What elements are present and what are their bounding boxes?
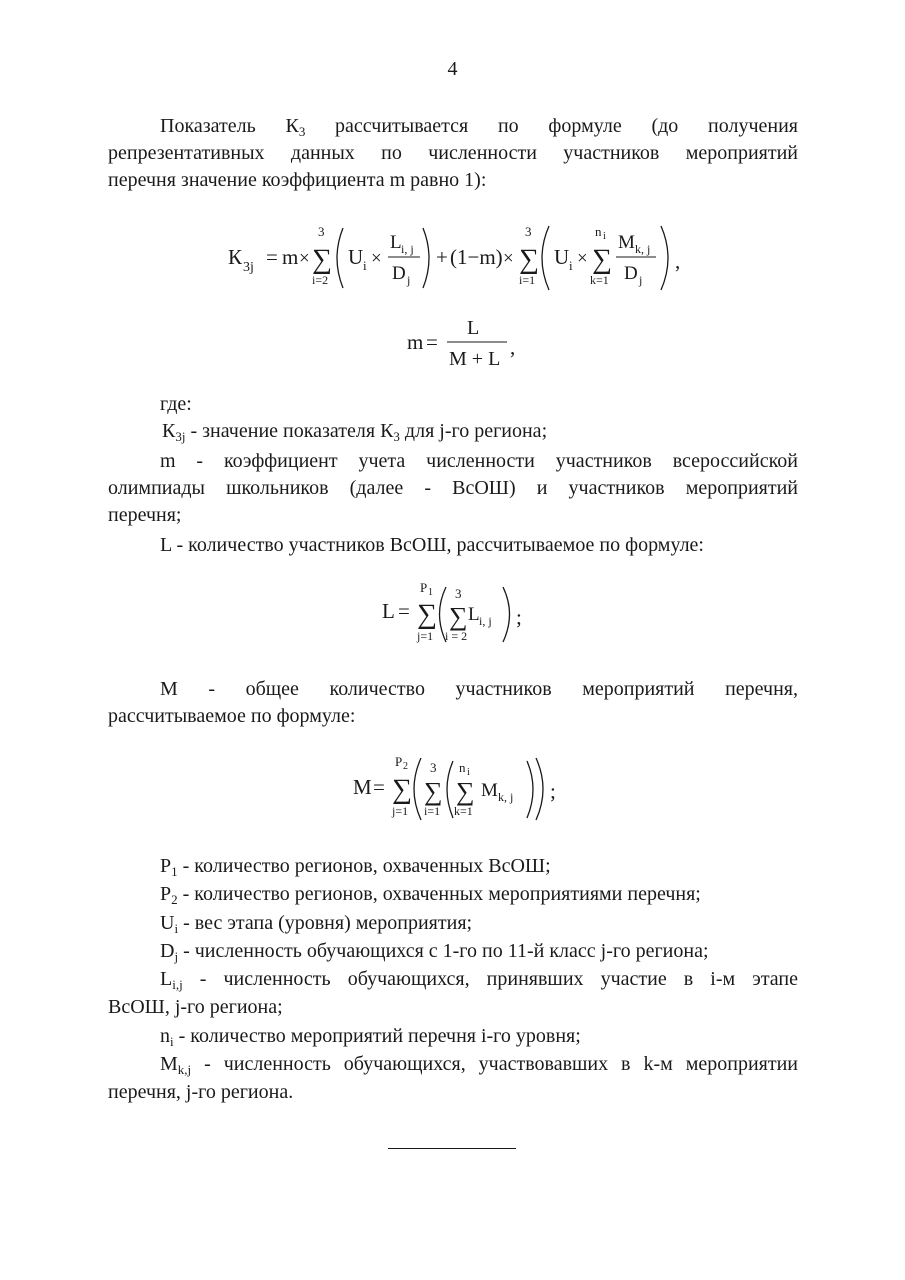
k3j-sum3-bottom: k=1 <box>590 273 609 287</box>
k3j-sum3-top-sub: i <box>603 231 606 242</box>
k3j-sigma-3: ∑ <box>592 244 612 275</box>
k3j-plus: + <box>436 245 448 269</box>
m-num: L <box>467 317 480 339</box>
p2-a: P <box>160 883 172 906</box>
intro-line-1 <box>108 113 798 140</box>
legend-mkj <box>108 1050 798 1078</box>
M-outer-top-sub: 2 <box>403 761 408 772</box>
mkj-a: M <box>160 1053 178 1076</box>
k3j-one-minus-m: (1−m) <box>450 245 503 269</box>
k3j-def-c: для j-го региона; <box>399 420 548 442</box>
intro-line-2: репрезентативных данных по численности участников мероприятий <box>108 142 798 164</box>
legend-block <box>108 852 798 1107</box>
k3j-times-3: × <box>503 248 514 269</box>
M-eq: = <box>373 775 385 799</box>
formula-k3j <box>228 218 688 298</box>
l-sigma-outer: ∑ <box>417 599 437 630</box>
lij-a: L <box>160 968 173 991</box>
k3j-def-a: К <box>162 420 176 442</box>
M-term-sub: k, j <box>498 790 514 804</box>
M-sigma-outer: ∑ <box>392 774 412 805</box>
k3j-sigma-2: ∑ <box>519 244 539 275</box>
lij-b: - численность обучающихся, принявших участие в i-м этапе <box>182 968 798 991</box>
k3j-sum1-bottom: i=2 <box>312 273 329 287</box>
p2-b: - количество регионов, охваченных мероприятиями перечня; <box>177 883 701 906</box>
mkj-sub: k,j <box>177 1062 192 1078</box>
M-paren-close-2 <box>527 761 533 818</box>
legend-p2 <box>108 880 798 908</box>
lij-sub: i,j <box>172 977 183 993</box>
intro-text-b: рассчитывается по формуле (до получения <box>305 115 798 137</box>
dj-a: D <box>160 939 175 962</box>
M-lhs: M <box>353 775 372 799</box>
m-total-definition <box>108 676 798 730</box>
k3j-sum2-top: 3 <box>525 224 532 239</box>
M-term: M <box>481 780 498 801</box>
M-trail: ; <box>550 779 556 803</box>
k3j-times-4: × <box>577 248 588 269</box>
k3j-frac1-den: D <box>392 263 406 284</box>
intro-sub: 3 <box>298 124 306 139</box>
where-label: где: <box>160 393 192 415</box>
l-term: L <box>468 604 480 625</box>
l-term-sub: i, j <box>479 614 492 628</box>
M-outer-top: P <box>395 754 403 769</box>
M-mid-bottom: i=1 <box>424 804 441 818</box>
k3j-times-2: × <box>371 248 382 269</box>
l-trail: ; <box>516 605 522 629</box>
formula-M <box>353 752 563 826</box>
k3j-frac2-den: D <box>624 263 638 284</box>
k3j-sigma-1: ∑ <box>312 244 332 275</box>
m-eq: = <box>426 330 438 354</box>
k3j-m: m <box>282 245 299 269</box>
M-inner-top-sub: i <box>467 767 470 778</box>
l-sigma-inner: ∑ <box>449 602 468 631</box>
k3j-sum2-bottom: i=1 <box>519 273 536 287</box>
legend-lij <box>108 965 798 993</box>
ni-b: - количество мероприятий перечня i-го уровня; <box>173 1024 581 1047</box>
M-paren-close-1 <box>536 758 543 820</box>
p1-b: - количество регионов, охваченных ВсОШ; <box>177 855 551 877</box>
l-inner-bottom: i = 2 <box>445 629 468 643</box>
k3j-u-1: U <box>348 245 364 269</box>
k3j-frac1-den-sub: j <box>407 273 411 287</box>
k3j-u-sub-1: i <box>363 258 367 273</box>
p1-a: P <box>160 855 172 877</box>
l-paren-close <box>503 587 510 642</box>
legend-ui <box>108 909 798 937</box>
legend-mkj-line-2: перечня, j-го региона. <box>108 1081 294 1104</box>
k3j-lhs-sub: 3j <box>243 260 254 275</box>
l-inner-top: 3 <box>455 586 462 601</box>
p2-sub: 2 <box>171 892 178 908</box>
m-den: M + L <box>449 348 501 370</box>
m-total-line-1: М - общее количество участников мероприятий перечня, <box>160 678 798 700</box>
l-outer-bottom: j=1 <box>417 629 434 643</box>
l-definition: L - количество участников ВсОШ, рассчитываемое по формуле: <box>160 534 704 556</box>
formula-m <box>407 312 527 374</box>
legend-dj <box>108 937 798 965</box>
legend-lij-line-2: ВсОШ, j-го региона; <box>108 996 283 1019</box>
l-outer-top-sub: 1 <box>428 587 433 598</box>
k3j-paren-open-1 <box>337 228 343 288</box>
intro-paragraph <box>108 113 798 194</box>
l-eq: = <box>398 599 410 623</box>
l-lhs: L <box>382 599 395 623</box>
legend-p1 <box>108 852 798 880</box>
k3j-paren-close-2 <box>661 226 668 290</box>
k3j-paren-open-2 <box>542 226 549 290</box>
definitions-block <box>108 391 798 559</box>
p1-sub: 1 <box>171 864 178 879</box>
k3j-trail: , <box>675 249 681 273</box>
M-mid-top: 3 <box>430 760 437 775</box>
m-trail: , <box>510 335 516 359</box>
k3j-u-2: U <box>554 245 570 269</box>
M-sigma-inner: ∑ <box>456 777 475 806</box>
k3j-sum3-top: n <box>595 224 602 239</box>
k3j-def-sub2: 3 <box>393 429 400 444</box>
k3j-eq: = <box>266 245 278 269</box>
k3j-frac1-num-sub: i, j <box>401 242 414 256</box>
dj-b: - численность обучающихся с 1-го по 11-й класс j-го региона; <box>178 939 709 962</box>
M-paren-open-1 <box>414 758 421 820</box>
end-rule <box>388 1148 516 1149</box>
formula-l <box>382 580 532 648</box>
svg-text:К <box>228 245 243 269</box>
k3j-times-1: × <box>299 248 310 269</box>
k3j-def-sub: 3j <box>175 429 186 444</box>
legend-ni <box>108 1022 798 1050</box>
ni-a: n <box>160 1024 170 1047</box>
k3j-lhs: К <box>228 245 243 269</box>
M-inner-top: n <box>459 760 466 775</box>
ui-sub: i <box>174 920 179 936</box>
k3j-def-b: - значение показателя К <box>185 420 394 442</box>
m-def-line-2: олимпиады школьников (далее - ВсОШ) и участников мероприятий <box>108 477 798 499</box>
mkj-b: - численность обучающихся, участвовавших в k-м мероприятии <box>191 1053 798 1076</box>
page-number: 4 <box>447 58 458 80</box>
m-total-line-2: рассчитываемое по формуле: <box>108 705 356 727</box>
k3j-sum1-top: 3 <box>318 224 325 239</box>
k3j-u-sub-2: i <box>569 258 573 273</box>
intro-text-a: Показатель К <box>160 115 299 137</box>
k3j-frac2-num: M <box>618 232 635 253</box>
k3j-paren-close-1 <box>423 228 429 288</box>
ui-a: U <box>160 911 175 934</box>
k3j-frac1-num: L <box>390 232 402 253</box>
m-lhs: m <box>407 330 424 354</box>
dj-sub: j <box>174 948 179 964</box>
k3j-definition <box>108 418 798 445</box>
M-sigma-mid: ∑ <box>424 777 443 806</box>
intro-line-3: перечня значение коэффициента m равно 1): <box>108 169 487 191</box>
k3j-frac2-num-sub: k, j <box>635 242 651 256</box>
M-inner-bottom: k=1 <box>454 804 473 818</box>
m-def-line-3: перечня; <box>108 504 182 526</box>
m-def-line-1: m - коэффициент учета численности участников всероссийской <box>160 450 798 472</box>
ui-b: - вес этапа (уровня) мероприятия; <box>178 911 473 934</box>
l-outer-top: P <box>420 580 428 595</box>
M-paren-open-2 <box>447 761 453 818</box>
ni-sub: i <box>170 1033 174 1049</box>
M-outer-bottom: j=1 <box>392 804 409 818</box>
k3j-frac2-den-sub: j <box>639 273 643 287</box>
